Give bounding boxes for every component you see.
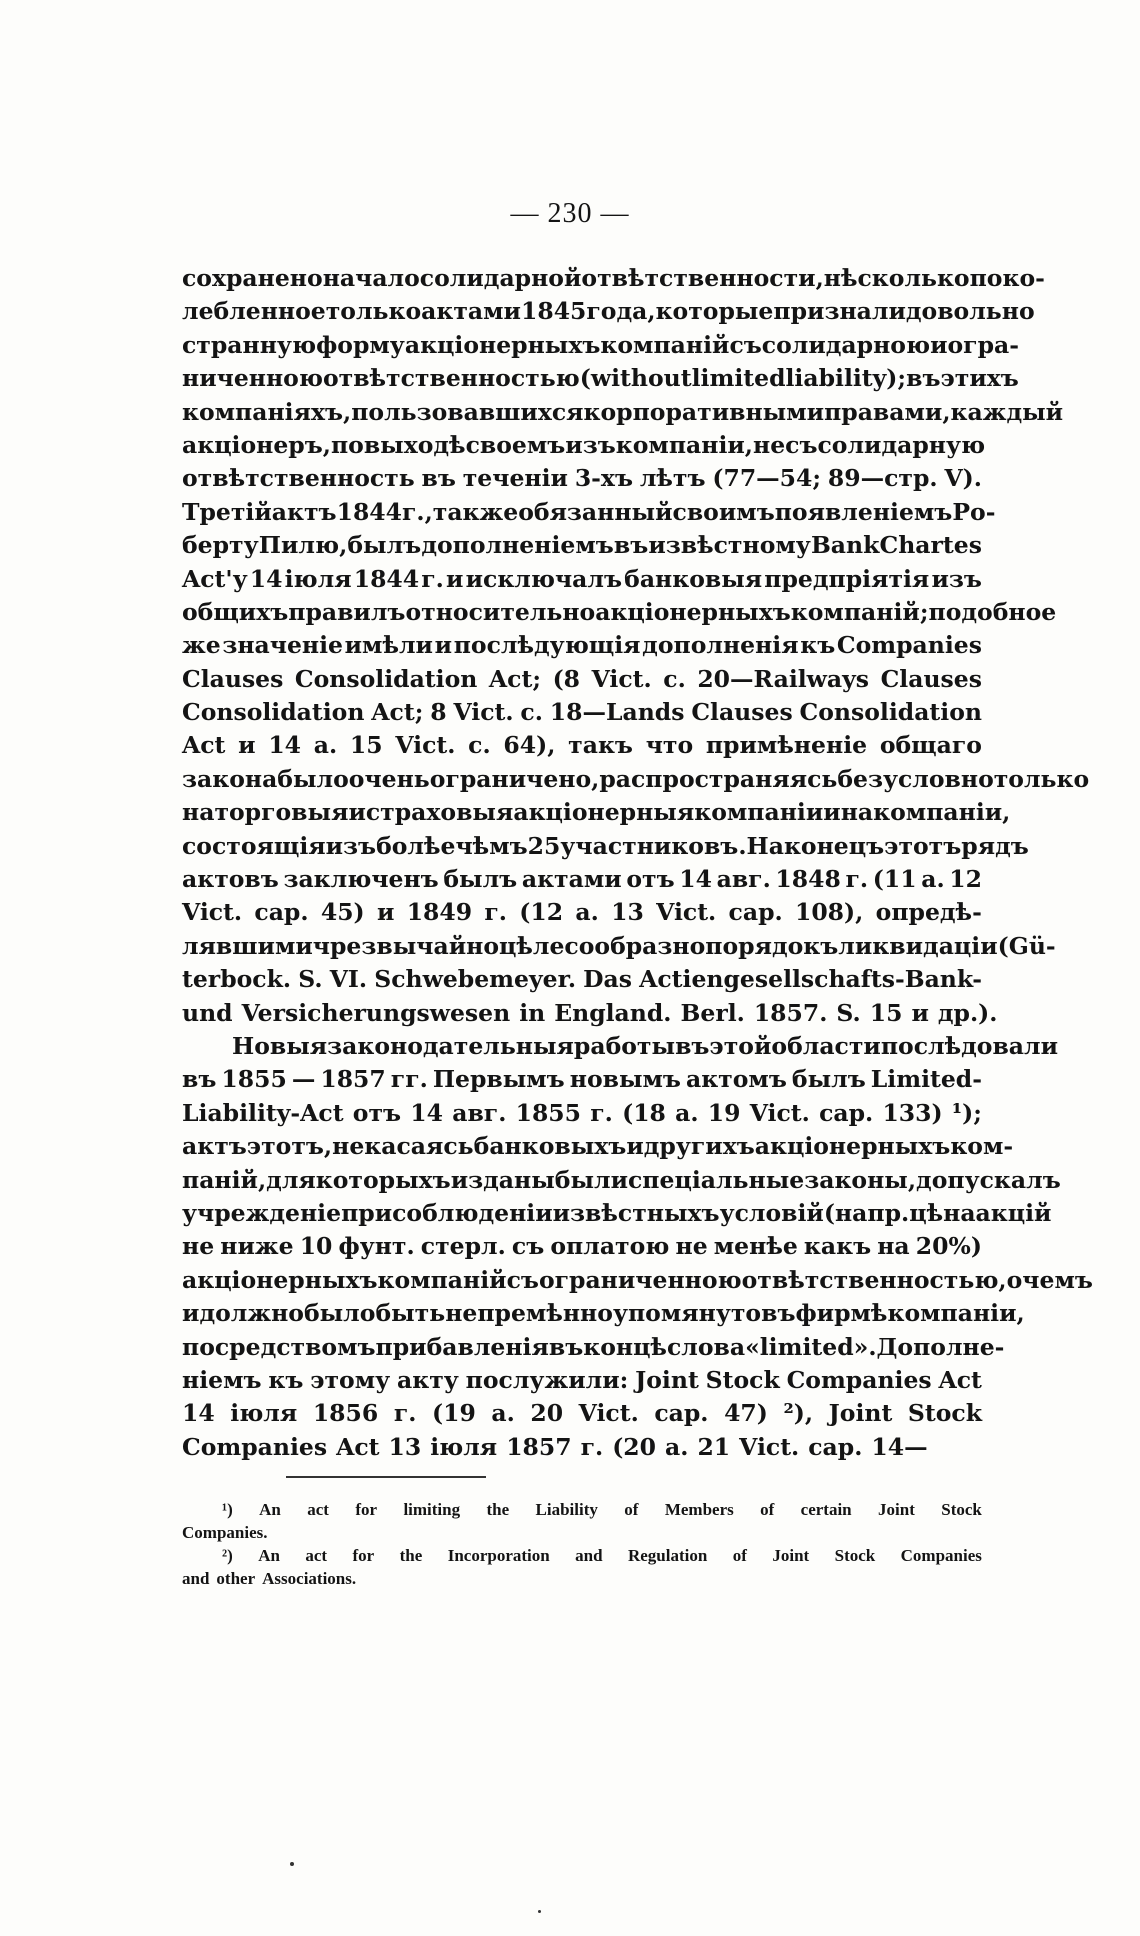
footnote-line: ²) An act for the Incorporation and Regulation of Joint Stock Companies [222, 1546, 982, 1565]
text-line: акціонерныхъ компаній съ ограниченною отвѣтственностью, о чемъ [182, 1265, 1093, 1294]
text-line: Clauses Consolidation Act; (8 Vict. c. 20—Railways Clauses [182, 664, 982, 693]
text-line: und Versicherungswesen in England. Berl. 1857. S. 15 и др.). [182, 998, 998, 1027]
text-line: актовъ заключенъ былъ актами отъ 14 авг. 1848 г. (11 a. 12 [182, 865, 982, 894]
text-line: же значеніе имѣли и послѣдующія дополненія къ Companies [182, 631, 982, 660]
footnote-line: Companies. [182, 1523, 268, 1542]
scan-speck [290, 1862, 294, 1866]
text-line: берту Пилю, былъ дополненіемъ въ извѣстному Bank Chartes [182, 531, 982, 560]
text-line: и должно было быть непремѣнно упомянуто въ фирмѣ компаніи, [182, 1299, 1025, 1328]
body-text [182, 262, 1093, 1464]
text-line: Act и 14 a. 15 Vict. c. 64), такъ что примѣненіе общаго [182, 731, 982, 760]
text-line: Act'у 14 іюля 1844 г. и исключалъ банковыя предпріятія изъ [182, 564, 982, 593]
footnote-rule [286, 1476, 486, 1478]
text-line: Vict. cap. 45) и 1849 г. (12 a. 13 Vict. cap. 108), опредѣ- [182, 898, 982, 927]
text-line: общихъ правилъ относительно акціонерныхъ компаній; подобное [182, 597, 1057, 626]
text-line: отвѣтственность въ теченіи 3-хъ лѣтъ (77—54; 89—стр. V). [182, 464, 982, 493]
text-line: ніемъ къ этому акту послужили: Joint Stock Companies Act [182, 1365, 982, 1394]
text-line: лявшими чрезвычайно цѣлесообразно порядокъ ликвидаціи (Gü- [182, 931, 1056, 960]
page-number: — 230 — [510, 198, 630, 229]
text-line: акціонеръ, по выходѣ своемъ изъ компаніи, несъ солидарную [182, 430, 986, 459]
footnote-line: and other Associations. [182, 1569, 357, 1588]
text-line: закона было очень ограничено, распространяясь безусловно только [182, 764, 1090, 793]
text-line: terbock. S. VI. Schwebemeyer. Das Actiengesellschafts-Bank- [182, 965, 982, 994]
text-line: Новыя законодательныя работы въ этой области послѣдовали [232, 1031, 1059, 1060]
text-line: паній, для которыхъ изданы были спеціальные законы, допускалъ [182, 1165, 1061, 1194]
text-line: Третій актъ 1844 г., также обязанный своимъ появленіемъ Ро- [182, 497, 996, 526]
text-line: ниченною отвѣтственностью (without limited liability); въ этихъ [182, 364, 1019, 393]
text-line: въ 1855 — 1857 гг. Первымъ новымъ актомъ былъ Limited- [182, 1065, 982, 1094]
text-line: странную форму акціонерныхъ компаній съ солидарною и огра- [182, 330, 1019, 359]
text-line: Companies Act 13 іюля 1857 г. (20 a. 21 Vict. cap. 14— [182, 1432, 928, 1461]
text-line: 14 іюля 1856 г. (19 a. 20 Vict. cap. 47) ²), Joint Stock [182, 1399, 982, 1428]
text-line: посредствомъ прибавленія въ концѣ слова «limited». Дополне- [182, 1332, 1005, 1361]
text-line: состоящія изъ болѣе чѣмъ 25 участниковъ. Наконецъ этотъ рядъ [182, 831, 1029, 860]
footnote-line: ¹) An act for limiting the Liability of Members of certain Joint Stock [222, 1500, 982, 1519]
text-line: актъ этотъ, не касаясь банковыхъ и другихъ акціонерныхъ ком- [182, 1132, 1014, 1161]
text-line: сохранено начало солидарной отвѣтственности, нѣсколько поко- [182, 264, 1045, 292]
text-line: лебленное только актами 1845 года, которые признали довольно [182, 297, 1035, 326]
text-line: Liability-Act отъ 14 авг. 1855 г. (18 a. 19 Vict. cap. 133) ¹); [182, 1098, 982, 1127]
text-line: не ниже 10 фунт. стерл. съ оплатою не менѣе какъ на 20%) [182, 1232, 982, 1261]
footnotes [182, 1476, 982, 1590]
text-line: на торговыя и страховыя акціонерныя компаніи и на компаніи, [182, 798, 1011, 827]
text-line: компаніяхъ, пользовавшихся корпоративными правами, каждый [182, 397, 1064, 426]
text-line: учрежденіе при соблюденіи извѣстныхъ условій (напр. цѣна акцій [182, 1198, 1052, 1227]
scan-speck [538, 1910, 541, 1913]
text-line: Consolidation Act; 8 Vict. c. 18—Lands Clauses Consolidation [182, 698, 982, 727]
